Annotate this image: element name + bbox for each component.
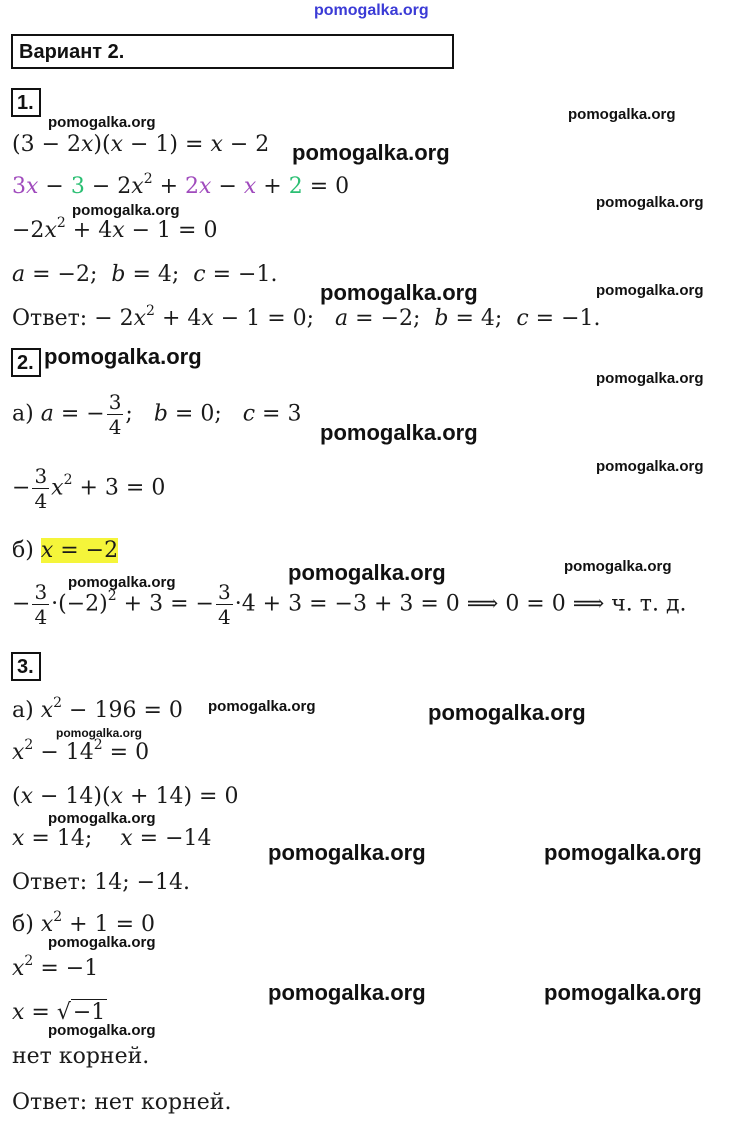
part-label: б) <box>12 912 34 937</box>
watermark: pomogalka.org <box>568 106 676 123</box>
watermark: pomogalka.org <box>320 420 478 445</box>
task3b-equation: б) $x^2 + 1 = 0$ <box>12 908 156 937</box>
answer-label: Ответ: <box>12 306 88 331</box>
fraction: $\frac{3}{4}$ <box>108 390 122 439</box>
highlighted-root: x = −2 <box>40 538 119 563</box>
task3a-step1: $x^2 - 14^2 = 0$ <box>12 736 150 765</box>
fraction: $\frac{3}{4}$ <box>217 580 231 629</box>
watermark: pomogalka.org <box>596 458 704 475</box>
part-label: а) <box>12 401 34 427</box>
task-number-1: 1. <box>11 88 41 117</box>
watermark: pomogalka.org <box>68 574 176 591</box>
task3b-step2: x = √−1 <box>12 1000 106 1025</box>
task1-simplified: $-2x^2 + 4x - 1 = 0$ <box>12 214 218 243</box>
answer-value: нет корней. <box>94 1090 232 1115</box>
task3b-answer <box>12 1090 231 1115</box>
task2a-equation: − $\frac{3}{4}$ $x^2 + 3 = 0$ <box>12 464 166 513</box>
watermark: pomogalka.org <box>288 560 446 585</box>
watermark: pomogalka.org <box>596 282 704 299</box>
task3a-answer <box>12 870 190 895</box>
task1-expanded: $3x - 3 - 2x^2 + 2x - x + 2 = 0$ <box>12 170 350 199</box>
watermark: pomogalka.org <box>72 202 180 219</box>
task-number-3: 3. <box>11 652 41 681</box>
watermark: pomogalka.org <box>48 810 156 827</box>
watermark: pomogalka.org <box>596 370 704 387</box>
task3a-roots: x = 14; x = −14 <box>12 826 212 851</box>
task1-answer: Ответ: − $2x^2 + 4x - 1 = 0$; a = −2; b = 4; c = −1. <box>12 302 601 331</box>
task1-equation: (3 − 2x)(x − 1) = x − 2 <box>12 132 270 157</box>
fraction: $\frac{3}{4}$ <box>34 580 48 629</box>
watermark: pomogalka.org <box>48 114 156 131</box>
task3a-equation: а) $x^2 - 196 = 0$ <box>12 694 183 723</box>
watermark: pomogalka.org <box>268 840 426 865</box>
watermark: pomogalka.org <box>48 1022 156 1039</box>
answer-value: 14; −14. <box>94 870 191 895</box>
watermark: pomogalka.org <box>544 980 702 1005</box>
watermark: pomogalka.org <box>314 2 429 19</box>
watermark: pomogalka.org <box>564 558 672 575</box>
watermark: pomogalka.org <box>320 280 478 305</box>
watermark: pomogalka.org <box>56 726 143 740</box>
variant-title: Вариант 2. <box>11 34 454 69</box>
task-number-2: 2. <box>11 348 41 377</box>
answer-label: Ответ: <box>12 870 88 895</box>
part-label: а) <box>12 698 34 723</box>
watermark: pomogalka.org <box>268 980 426 1005</box>
task1-coefficients: a = −2; b = 4; c = −1. <box>12 262 278 287</box>
watermark: pomogalka.org <box>428 700 586 725</box>
task2b-root <box>12 538 118 563</box>
fraction: $\frac{3}{4}$ <box>34 464 48 513</box>
watermark: pomogalka.org <box>48 934 156 951</box>
watermark: pomogalka.org <box>44 344 202 369</box>
watermark: pomogalka.org <box>292 140 450 165</box>
task3b-no-roots: нет корней. <box>12 1044 150 1069</box>
watermark: pomogalka.org <box>544 840 702 865</box>
watermark: pomogalka.org <box>208 698 316 715</box>
qed: ч. т. д. <box>611 591 687 617</box>
task3b-step1: $x^2 = -1$ <box>12 952 99 981</box>
answer-label: Ответ: <box>12 1090 88 1115</box>
task3a-step2: (x − 14)(x + 14) = 0 <box>12 784 239 809</box>
part-label: б) <box>12 538 34 563</box>
watermark: pomogalka.org <box>596 194 704 211</box>
task2a-coefficients: а) a = − $\frac{3}{4}$ ; b = 0; c = 3 <box>12 390 302 439</box>
task2b-check: − $\frac{3}{4}$ $\cdot(-2)^2 + 3$ = − $\frac{3}{4}$ ·4 + 3 = −3 + 3 = 0 ⟹ 0 = 0 ⟹ ч. т. д. <box>12 580 687 629</box>
